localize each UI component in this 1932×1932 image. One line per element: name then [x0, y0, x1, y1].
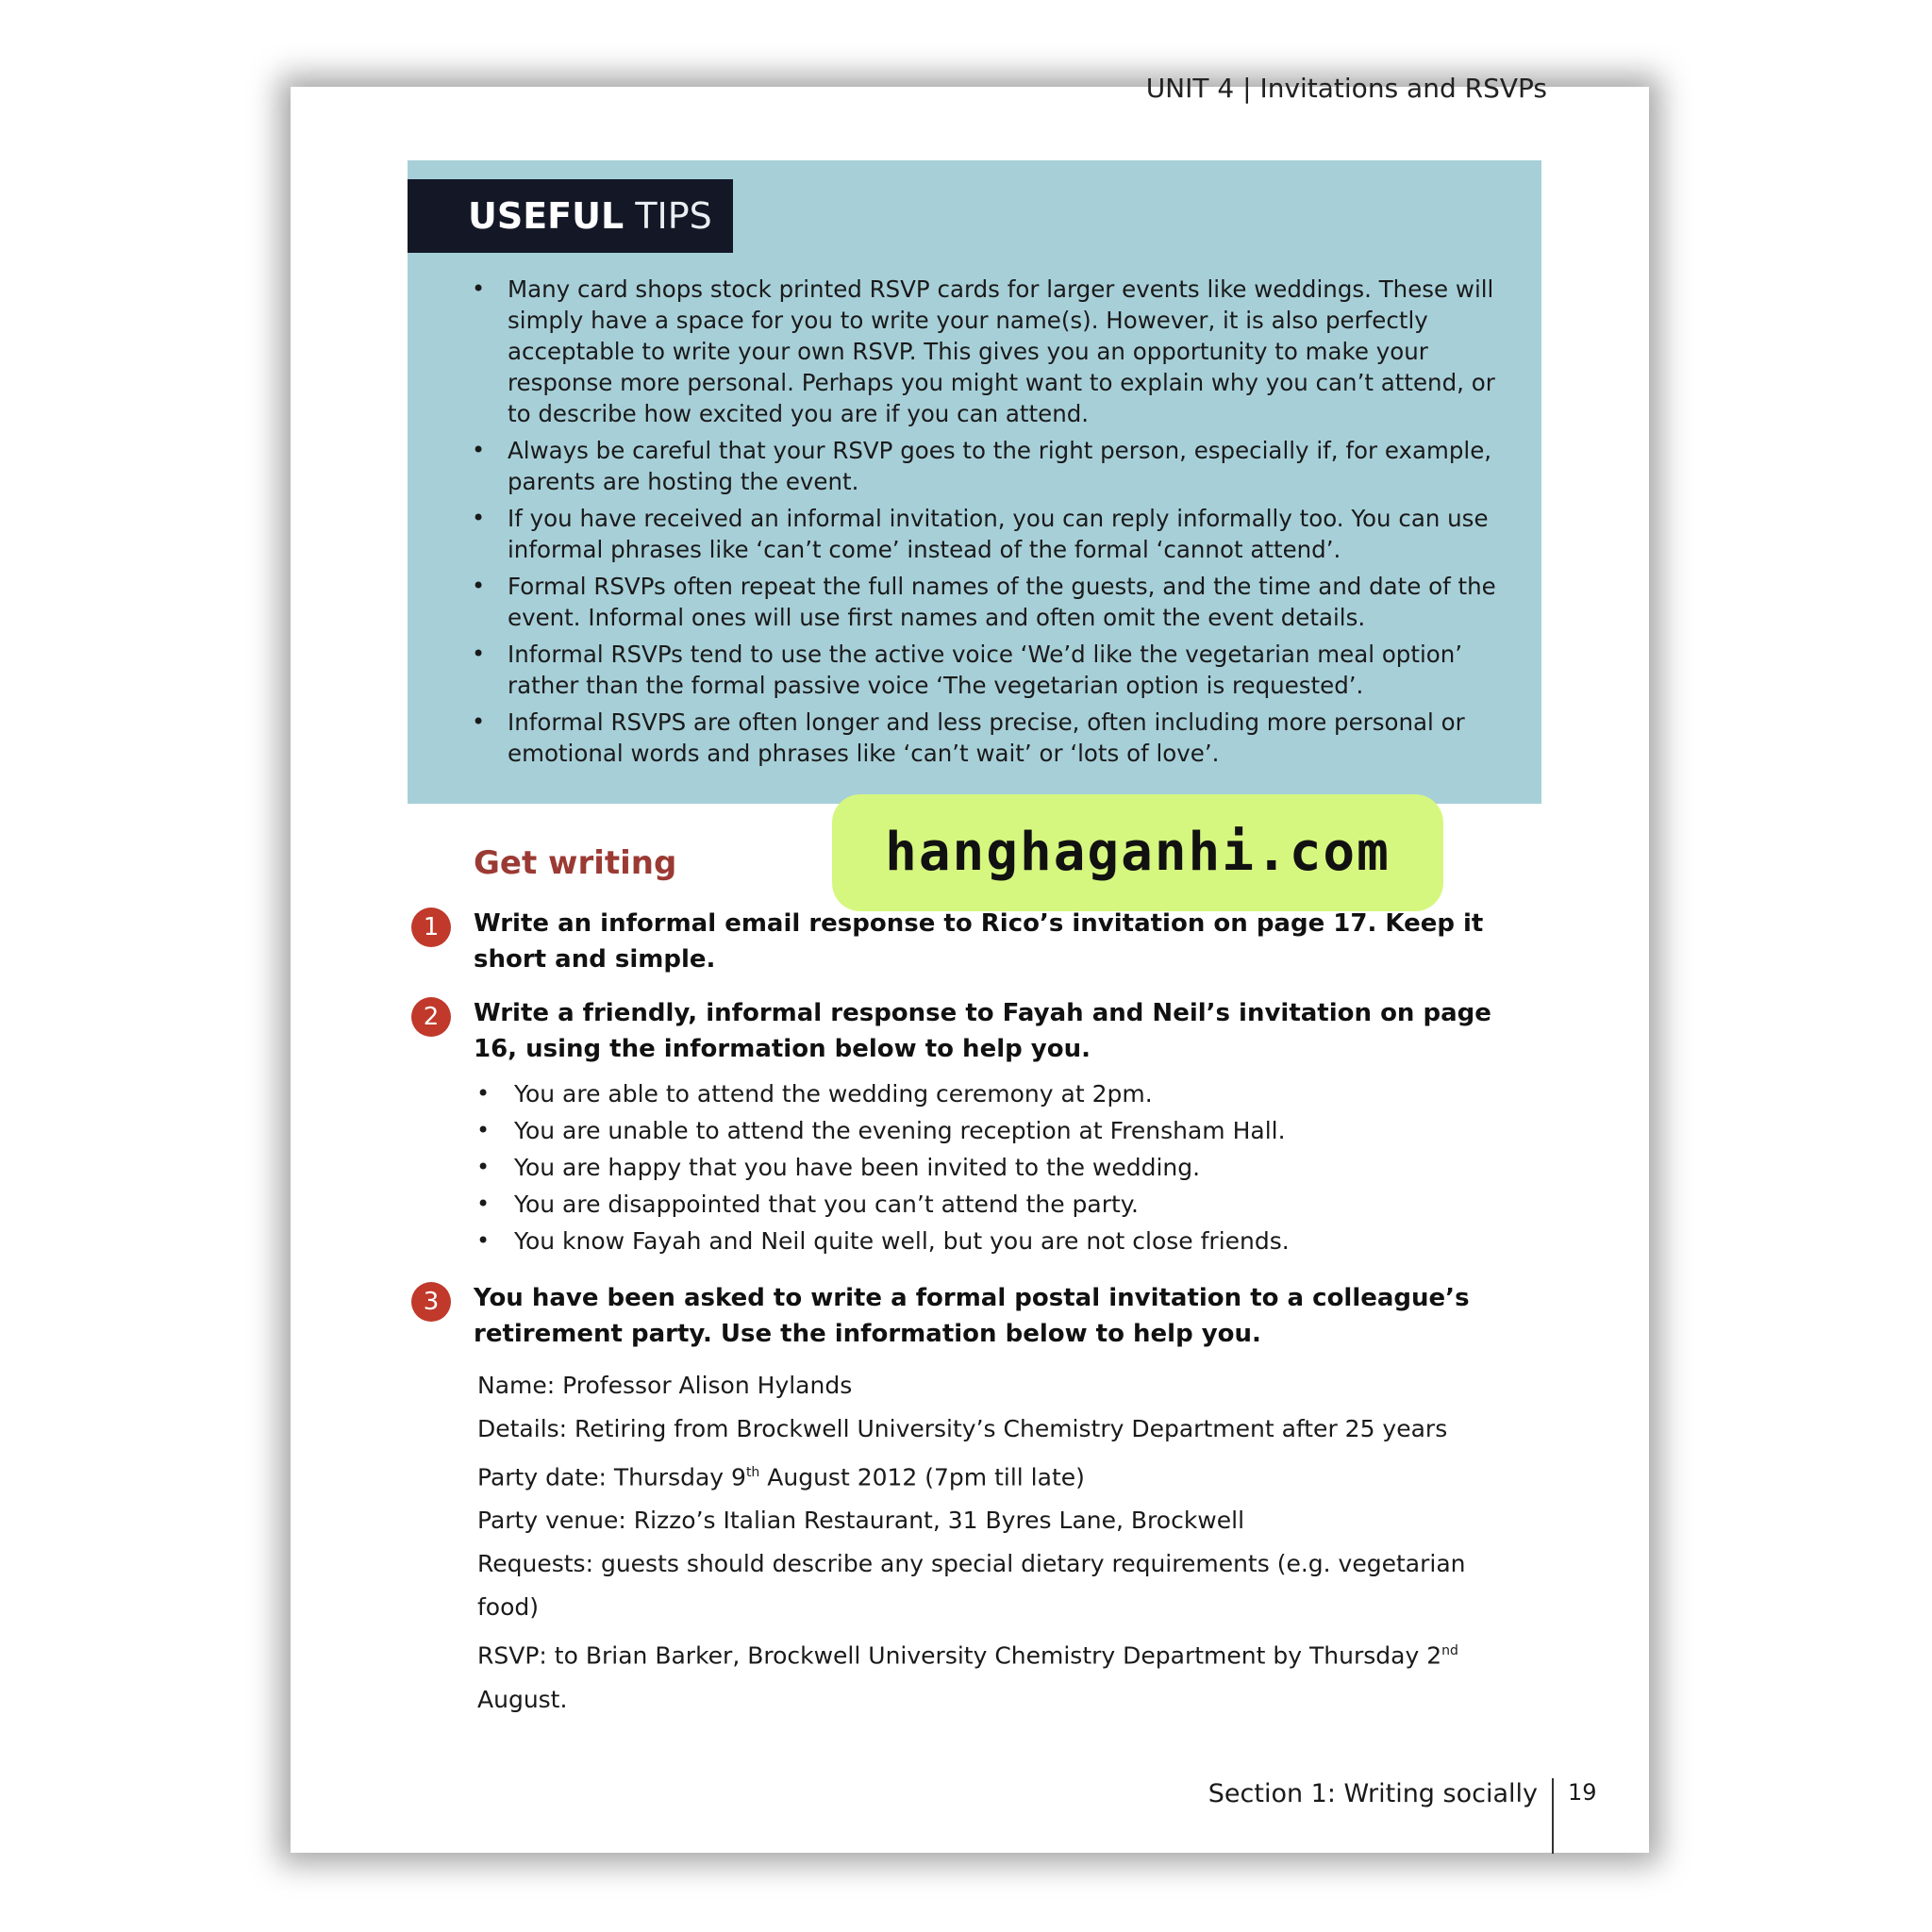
useful-tips-title-bold: USEFUL: [468, 195, 625, 237]
bullet-icon: •: [476, 1154, 491, 1180]
bullet-icon: •: [476, 1080, 491, 1107]
detail-requests: Requests: guests should describe any special dietary requirements (e.g. vegetarian food): [477, 1550, 1466, 1622]
footer-section-title: Section 1: Writing socially: [1208, 1779, 1538, 1808]
tip-item: • If you have received an informal invitation, you can reply informally too. You can use informal phrases like ‘can’t come’ instead of the formal ‘cannot attend’.: [472, 505, 1489, 563]
task-number-badge: 2: [411, 997, 451, 1037]
tip-item: • Informal RSVPs tend to use the active voice ‘We’d like the vegetarian meal option’ rather than the formal passive voice ‘The vegetarian option is requested’.: [472, 641, 1463, 699]
useful-tips-list: [472, 274, 1519, 774]
task-number-badge: 1: [411, 908, 451, 947]
list-item: • You are disappointed that you can’t attend the party.: [476, 1186, 1514, 1223]
tip-item: • Many card shops stock printed RSVP cards for larger events like weddings. These will simply have a space for you to write your name(s). However, it is also perfectly acceptable to write your own RSVP. This gives you an opportunity to make your response more personal. Perhaps you might want to explain why you can’t attend, or to describe how excited you are if you can attend.: [472, 275, 1495, 427]
detail-party-date: Party date: Thursday 9th August 2012 (7pm till late): [477, 1463, 1085, 1491]
task-instruction: Write an informal email response to Rico’s invitation on page 17. Keep it short and simple.: [474, 909, 1484, 974]
detail-party-venue: Party venue: Rizzo’s Italian Restaurant, 31 Byres Lane, Brockwell: [477, 1507, 1245, 1535]
bullet-icon: •: [472, 505, 486, 531]
tip-item: • Formal RSVPs often repeat the full names of the guests, and the time and date of the event. Informal ones will use first names and often omit the event details.: [472, 573, 1496, 631]
footer-divider: [1552, 1778, 1554, 1854]
list-item: • You know Fayah and Neil quite well, but you are not close friends.: [476, 1223, 1514, 1259]
tip-item: • Always be careful that your RSVP goes to the right person, especially if, for example, parents are hosting the event.: [472, 437, 1492, 495]
get-writing-heading: Get writing: [474, 844, 677, 882]
bullet-icon: •: [476, 1227, 491, 1254]
task-number-badge: 3: [411, 1282, 451, 1322]
list-item: • You are unable to attend the evening reception at Frensham Hall.: [476, 1112, 1514, 1149]
detail-name: Name: Professor Alison Hylands: [477, 1372, 853, 1399]
useful-tips-title-light: TIPS: [635, 195, 712, 237]
list-item: • You are able to attend the wedding ceremony at 2pm.: [476, 1075, 1514, 1112]
detail-details: Details: Retiring from Brockwell University’s Chemistry Department after 25 years: [477, 1415, 1448, 1442]
bullet-icon: •: [472, 573, 486, 599]
bullet-icon: •: [472, 437, 486, 463]
bullet-icon: •: [476, 1191, 491, 1217]
running-head: UNIT 4 | Invitations and RSVPs: [1145, 73, 1547, 104]
bullet-icon: •: [476, 1117, 491, 1143]
bullet-icon: •: [472, 275, 486, 302]
task-instruction: Write a friendly, informal response to Fayah and Neil’s invitation on page 16, using the information below to help you.: [474, 999, 1491, 1063]
bullet-icon: •: [472, 641, 486, 667]
list-item: • You are happy that you have been invited to the wedding.: [476, 1149, 1514, 1186]
bullet-icon: •: [472, 708, 486, 735]
task-3-details: [477, 1364, 1534, 1722]
useful-tips-title: [408, 179, 733, 253]
detail-rsvp: RSVP: to Brian Barker, Brockwell University Chemistry Department by Thursday 2nd August.: [477, 1641, 1458, 1713]
tip-item: • Informal RSVPS are often longer and less precise, often including more personal or emotional words and phrases like ‘can’t wait’ or ‘lots of love’.: [472, 708, 1465, 767]
task-2-bullet-list: [476, 1075, 1514, 1259]
task-instruction: You have been asked to write a formal postal invitation to a colleague’s retirement party. Use the information below to help you.: [474, 1284, 1470, 1348]
watermark-badge: hanghaganhi.com: [832, 794, 1443, 911]
page-number: 19: [1568, 1779, 1597, 1806]
